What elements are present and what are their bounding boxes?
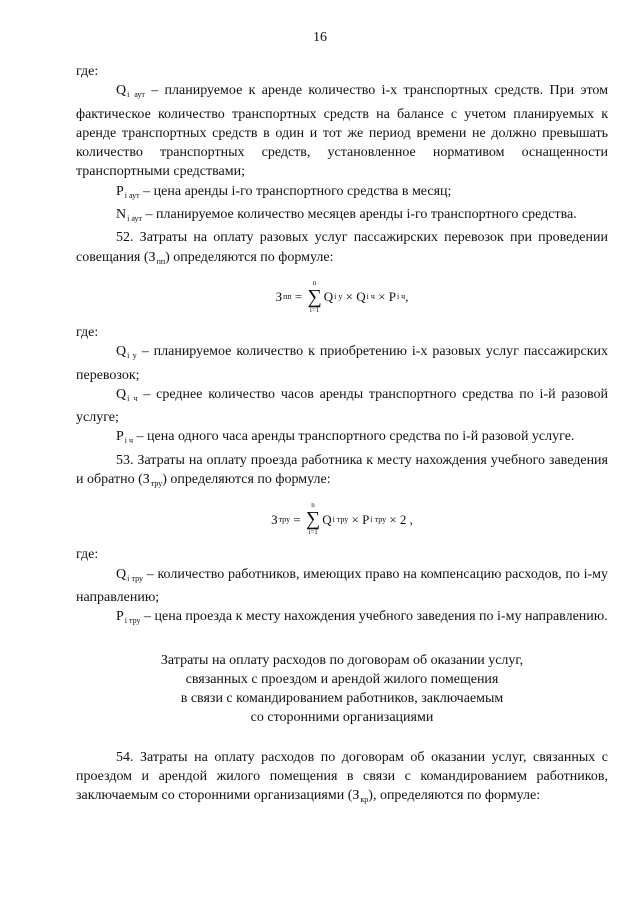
para-52: 52. Затраты на оплату разовых услуг пассажирских перевозок при проведении совещания $(З_{пп})$ определяются по формуле:: [76, 230, 608, 266]
section-heading: [76, 651, 608, 728]
formula-53: З тру = n ∑ i=1 Q i тру × P i тру × 2 ,: [271, 501, 413, 537]
sum-symbol: n ∑ i=1: [307, 278, 322, 314]
where-label-52: где:: [76, 324, 99, 340]
def-q-52-1: $Q_{i у}$ – планируемое количество к приобретению i-х разовых услуг пассажирских перевозок;: [76, 344, 608, 383]
def-q-rent: $Q_{i аут}$ – планируемое к аренде количество i-х транспортных средств. При этом фактическое количество транспортных средств на балансе с учетом планируемых к аренде транспортных средств в один и тот же период времени не должно превышать количество транспортных средств, установленное нормативом оснащенности транспортными средствами;: [76, 83, 608, 180]
page-number: 16: [313, 30, 327, 45]
para-54: 54. Затраты на оплату расходов по договорам об оказании услуг, связанных с проездом и арендой жилого помещения в связи с командированием работников, заключаемым со сторонними организациями $(З_{кр})$, определяются по формуле:: [76, 749, 608, 805]
def-p-rent: $P_{i аут}$ – цена аренды i-го транспортного средства в месяц;: [116, 183, 452, 200]
def-q-52-2: $Q_{i ч}$ – среднее количество часов аренды транспортного средства по i-й разовой услуге;: [76, 386, 608, 426]
document-body: [76, 62, 608, 810]
def-n-rent: $N_{i аут}$ – планируемое количество месяцев аренды i-го транспортного средства.: [116, 207, 577, 224]
para-53: 53. Затраты на оплату проезда работника к месту нахождения учебного заведения и обратно $(З_{тру})$ определяются по формуле:: [76, 452, 608, 489]
heading-line: связанных с проездом и арендой жилого помещения: [185, 671, 499, 687]
where-label-53: где:: [76, 547, 99, 563]
heading-line: Затраты на оплату расходов по договорам об оказании услуг,: [160, 652, 524, 668]
formula-52: З пп = n ∑ i=1 Q i у × Q i ч × P i ч ,: [275, 278, 409, 314]
def-p-53: $P_{i тру}$ – цена проезда к месту нахождения учебного заведения по i-му направлению.: [116, 609, 608, 626]
def-q-53: $Q_{i тру}$ – количество работников, имеющих право на компенсацию расходов, по i-му направлению;: [76, 566, 608, 605]
def-p-52: $P_{i ч}$ – цена одного часа аренды транспортного средства по i-й разовой услуге.: [116, 429, 575, 446]
heading-line: в связи с командированием работников, заключаемым: [180, 691, 504, 707]
sum-symbol: n ∑ i=1: [305, 501, 321, 537]
heading-line: со сторонними организациями: [250, 710, 434, 726]
where-label: где:: [76, 64, 99, 79]
